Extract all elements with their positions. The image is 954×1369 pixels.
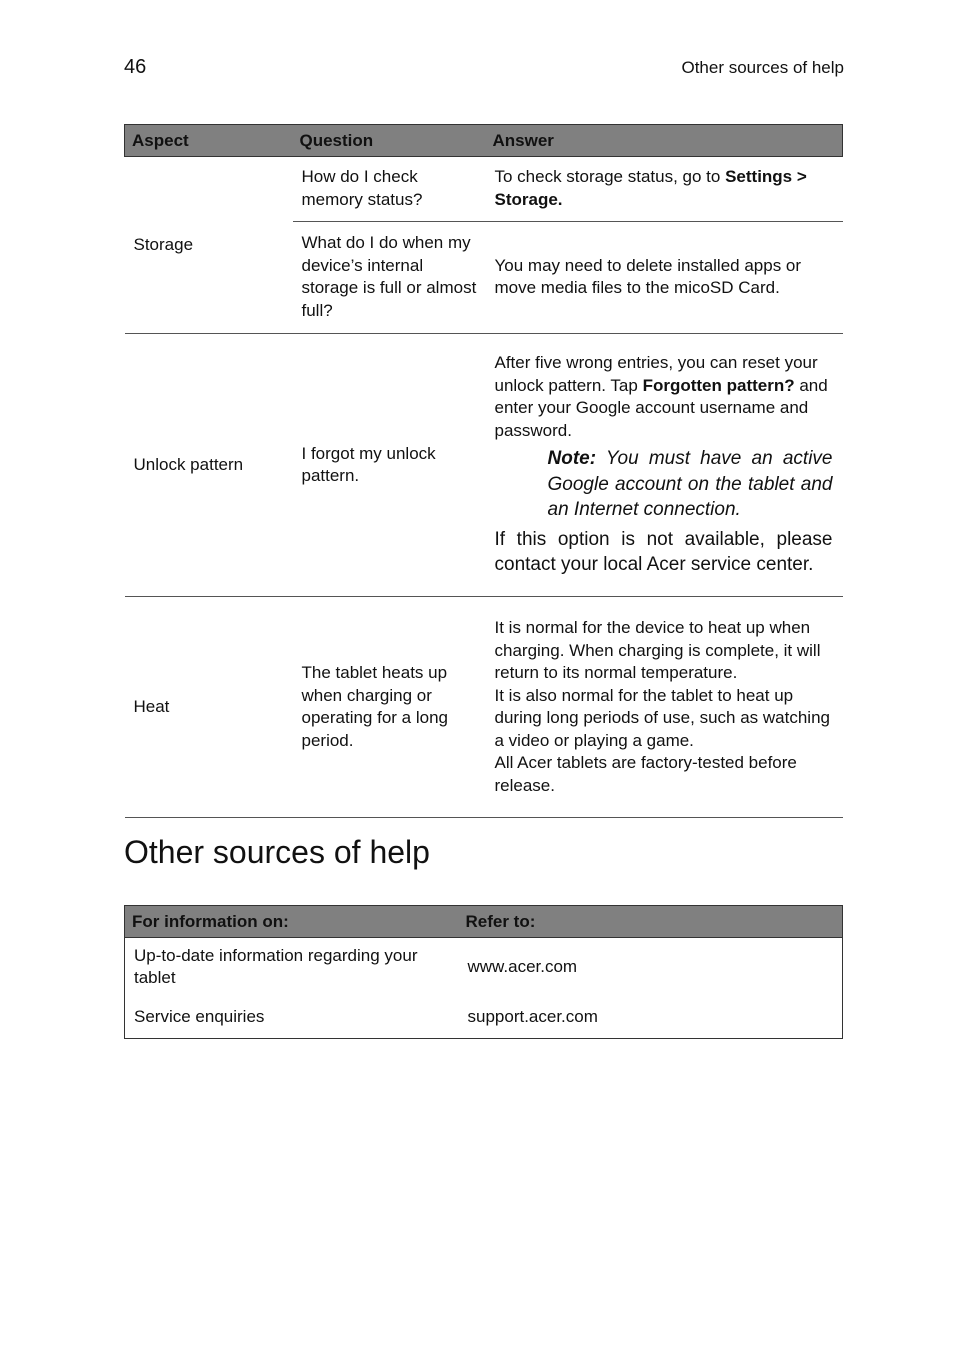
question-cell: How do I check memory status? [293,157,486,222]
note [548,446,833,523]
section-title: Other sources of help [124,834,430,870]
header-refer: Refer to: [459,906,843,938]
answer-cell [486,334,843,597]
header-question: Question [293,125,486,157]
answer-bold: Settings > Storage. [494,167,807,209]
answer-cell [486,597,843,818]
aspect-unlock: Unlock pattern [125,334,293,597]
question-cell: The tablet heats up when charging or operating for a long period. [293,597,486,818]
answer-paragraph: It is also normal for the tablet to heat up during long periods of use, such as watching a video or playing a game. [494,685,830,750]
answer-cell [486,157,843,222]
note-text: You must have an active Google account on the tablet and an Internet connection. [547,448,833,521]
table-row [125,597,843,818]
question-cell: I forgot my unlock pattern. [293,334,486,597]
answer-bold: Forgotten pattern? [642,375,795,395]
ref-cell: support.acer.com [467,1006,598,1026]
answer-paragraph [495,352,833,442]
ref-cell: www.acer.com [467,956,578,976]
help-table [124,905,843,1039]
table-row [125,938,843,997]
aspect-storage: Storage [125,157,293,334]
faq-header-row [125,125,843,157]
answer-paragraph: All Acer tablets are factory-tested before release. [494,753,797,795]
running-header: Other sources of help [681,58,844,77]
table-row [125,157,843,222]
answer-text: and enter your Google account username and password. [494,375,828,440]
header-information: For information on: [125,906,459,938]
answer-cell: You may need to delete installed apps or move media files to the micoSD Card. [486,221,843,333]
header-answer: Answer [486,125,843,157]
table-row [125,334,843,597]
answer-paragraph: If this option is not available, please contact your local Acer service center. [494,528,833,576]
answer-text: To check storage status, go to [494,167,726,187]
question-cell: What do I do when my device’s internal storage is full or almost full? [293,221,486,333]
answer-paragraph: It is normal for the device to heat up when charging. When charging is complete, it will return to its normal temperature. [494,618,821,682]
header-aspect: Aspect [125,125,293,157]
topic-cell: Up-to-date information regarding your tablet [134,945,418,987]
answer-text: After five wrong entries, you can reset your unlock pattern. Tap [494,353,818,395]
page-number: 46 [124,56,147,78]
aspect-heat: Heat [125,597,293,818]
help-header-row [125,906,843,938]
note-label: Note: [547,448,597,470]
table-row [125,996,843,1039]
faq-table [124,124,843,818]
topic-cell: Service enquiries [134,1006,265,1026]
